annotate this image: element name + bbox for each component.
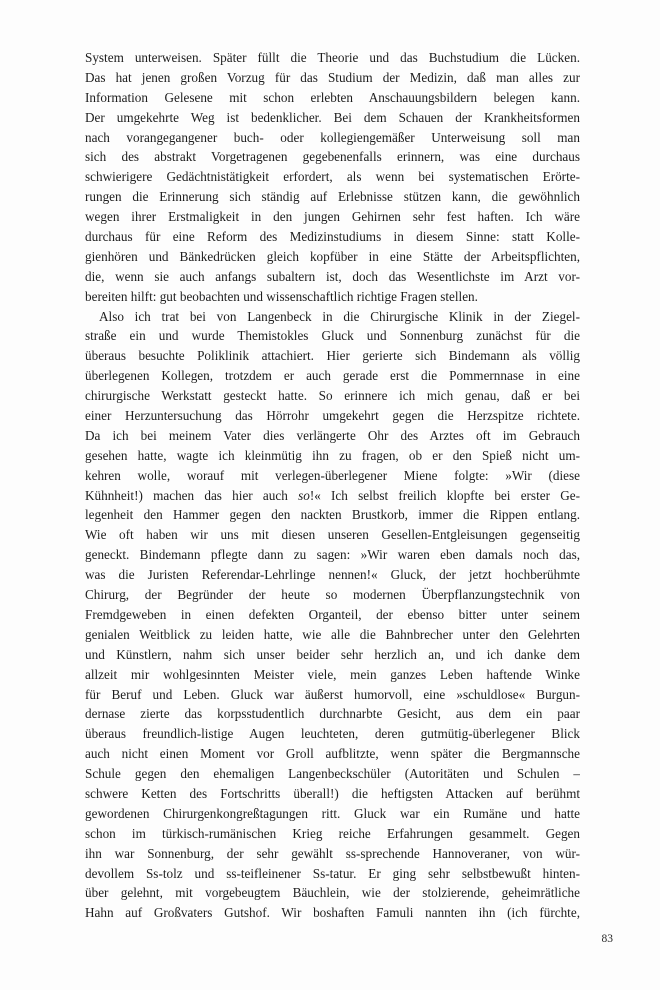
text-line [85, 326, 580, 346]
text-line [85, 287, 580, 307]
text-line [85, 167, 580, 187]
text-line [85, 724, 580, 744]
text-line [85, 625, 580, 645]
text-segment: wegen ihrer Erstmaligkeit in den jungen Gehirnen sehr fest haften. Ich wäre [85, 209, 580, 225]
text-line [85, 406, 580, 426]
text-line [85, 844, 580, 864]
text-line [85, 48, 580, 68]
text-segment: gewordenen Chirurgenkongreßtagungen ritt. Gluck war ein Rumäne und hatte [85, 805, 580, 821]
text-segment: genialen Weitblick zu leiden hatte, wie alle die Bahnbrecher unter den Gelehrten [85, 626, 580, 642]
text-line [85, 824, 580, 844]
text-line [85, 605, 580, 625]
text-segment: bereiten hilft: gut beobachten und wissenschaftlich richtige Fragen stellen. [85, 288, 478, 304]
text-segment: überaus freundlich-listige Augen leuchteten, deren gutmütig-überlegener Blick [85, 726, 580, 742]
text-segment: allzeit mir wohlgesinnten Meister viele, mein ganzes Leben haftende Winke [85, 666, 580, 682]
text-segment: einer Herzuntersuchung das Hörrohr umgekehrt gegen die Herzspitze richtete. [85, 408, 580, 424]
text-line [85, 784, 580, 804]
text-segment: schon im türkisch-rumänischen Krieg reiche Erfahrungen gesammelt. Gegen [85, 825, 580, 841]
text-line [85, 903, 580, 923]
text-line [85, 466, 580, 486]
text-segment: schwierigere Gedächtnistätigkeit erfordert, als wenn bei systematischen Erörte- [85, 169, 580, 185]
text-segment: Hahn auf Großvaters Gutshof. Wir boshaften Famuli nannten ihn (ich fürchte, [85, 905, 580, 921]
text-segment: gienhören und Bänkedrücken gleich kopfüber in eine Stätte der Arbeitspflichten, [85, 248, 580, 264]
text-line [85, 486, 580, 506]
text-segment: Also ich trat bei von Langenbeck in die Chirurgische Klinik in der Ziegel- [99, 308, 580, 324]
paragraph [85, 48, 580, 307]
text-segment: ihn war Sonnenburg, der sehr gewählt ss-sprechende Hannoveraner, von wür- [85, 845, 580, 861]
text-line [85, 267, 580, 287]
text-line [85, 446, 580, 466]
text-line [85, 645, 580, 665]
text-segment: Chirurg, der Begründer der heute so modernen Überpflanzungstechnik von [85, 587, 580, 603]
text-line [85, 665, 580, 685]
text-line [85, 685, 580, 705]
text-segment: devollem Ss-tolz und ss-teifleinener Ss-tatur. Er ging sehr selbstbewußt hinten- [85, 865, 580, 881]
text-segment: kehren wolle, worauf mit verlegen-überlegener Miene folgte: »Wir (diese [85, 467, 580, 483]
text-segment: auch nicht einen Moment vor Groll aufblitzte, wenn später die Bergmannsche [85, 746, 580, 762]
text-line [85, 207, 580, 227]
text-segment: geneckt. Bindemann pflegte dann zu sagen: »Wir waren eben damals noch das, [85, 547, 580, 563]
text-segment: Der umgekehrte Weg ist bedenklicher. Bei dem Schauen der Krankheitsformen [85, 109, 580, 125]
text-line [85, 585, 580, 605]
text-line [85, 187, 580, 207]
text-line [85, 147, 580, 167]
text-segment: Schule gegen den ehemaligen Langenbeckschüler (Autoritäten und Schulen – [85, 766, 580, 782]
text-segment: Fremdgeweben in einen defekten Organteil, der ebenso bitter unter seinem [85, 606, 580, 622]
paragraph [85, 307, 580, 924]
text-segment: was die Juristen Referendar-Lehrlinge nennen!« Gluck, der jetzt hochberühmte [85, 567, 580, 583]
text-line [85, 565, 580, 585]
text-segment: Kühnheit!) machen das hier auch [85, 487, 299, 503]
text-segment: dernase zierte das korpsstudentlich durchnarbte Gesicht, aus dem ein paar [85, 706, 580, 722]
text-line [85, 346, 580, 366]
text-line [85, 804, 580, 824]
text-segment: Wie oft haben wir uns mit diesen unseren Gesellen-Entgleisungen gegenseitig [85, 527, 580, 543]
text-line [85, 525, 580, 545]
text-segment: schwere Ketten des Fortschritts überall!) die heftigsten Attacken auf berühmt [85, 785, 580, 801]
text-segment: sich des abstrakt Vorgetragenen gegebenenfalls erinnern, was eine durchaus [85, 149, 580, 165]
text-segment: nach vorangegangener buch- oder kollegiengemäßer Unterweisung soll man [85, 129, 580, 145]
text-line [85, 108, 580, 128]
text-line [85, 128, 580, 148]
italic-text: so [298, 487, 310, 503]
text-line [85, 307, 580, 327]
text-line [85, 426, 580, 446]
text-segment: Information Gelesene mit schon erlebten Anschauungsbildern belegen kann. [85, 89, 580, 105]
text-line [85, 366, 580, 386]
text-segment: für Beruf und Leben. Gluck war äußerst humorvoll, eine »schuldlose« Burgun- [85, 686, 580, 702]
text-segment: überaus besuchte Poliklinik attachiert. Hier gerierte sich Bindemann als völlig [85, 348, 580, 364]
text-segment: gesehen hatte, wagte ich kleinmütig ihn zu fragen, ob er den Spieß nicht um- [85, 447, 580, 463]
text-segment: durchaus für eine Reform des Medizinstudiums in diesem Sinne: statt Kolle- [85, 229, 580, 245]
text-line [85, 88, 580, 108]
text-segment: die, wenn sie auch anfangs subaltern ist, doch das Wesentlichste im Arzt vor- [85, 268, 580, 284]
text-segment: System unterweisen. Später füllt die Theorie und das Buchstudium die Lücken. [85, 50, 580, 65]
text-segment: legenheit den Hammer gegen den nackten Brustkorb, immer die Rippen entlang. [85, 507, 580, 523]
text-line [85, 68, 580, 88]
text-line [85, 386, 580, 406]
text-segment: Da ich bei meinem Vater dies verlängerte Ohr des Arztes oft im Gebrauch [85, 427, 580, 443]
text-line [85, 247, 580, 267]
text-segment: über gelehnt, mit vorgebeugtem Bäuchlein, wie der stolzierende, geheimrätliche [85, 885, 580, 901]
text-line [85, 864, 580, 884]
text-line [85, 505, 580, 525]
text-line [85, 545, 580, 565]
text-block [85, 48, 580, 923]
text-line [85, 764, 580, 784]
text-segment: überlegenen Kollegen, trotzdem er auch gerade erst die Pommernnase in eine [85, 368, 580, 384]
text-segment: chirurgische Werkstatt gesteckt hatte. So erinnere ich mich genau, daß er bei [85, 388, 580, 404]
text-line [85, 704, 580, 724]
page-number: 83 [601, 933, 613, 945]
text-segment: !« Ich selbst freilich klopfte bei erster Ge- [309, 487, 580, 503]
text-segment: und Künstlern, nahm sich unser beider sehr herzlich an, und ich danke dem [85, 646, 580, 662]
text-line [85, 744, 580, 764]
text-segment: straße ein und wurde Themistokles Gluck und Sonnenburg zunächst für die [85, 328, 580, 344]
text-line [85, 883, 580, 903]
text-segment: Das hat jenen großen Vorzug für das Studium der Medizin, daß man alles zur [85, 69, 580, 85]
text-segment: rungen die Erinnerung sich ständig auf Erlebnisse stützen kann, die gewöhnlich [85, 189, 580, 205]
text-line [85, 227, 580, 247]
